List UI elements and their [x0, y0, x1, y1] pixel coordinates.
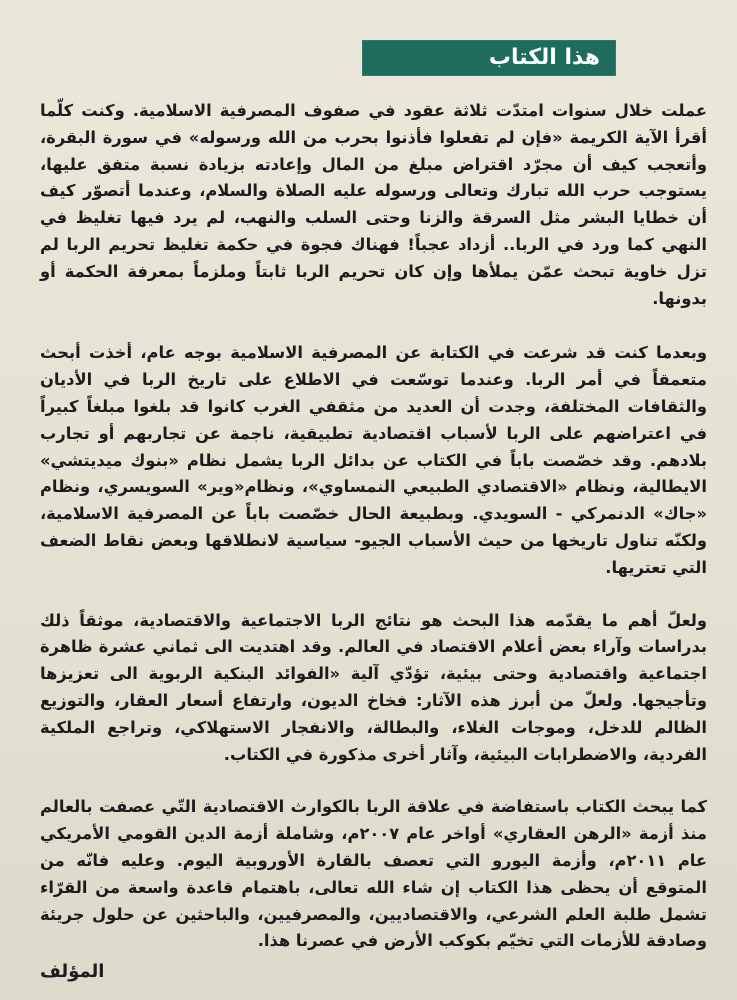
section-heading: هذا الكتاب	[488, 45, 600, 70]
paragraph-3: ولعلّ أهم ما يقدّمه هذا البحث هو نتائج الربا الاجتماعية والاقتصادية، موثقاً ذلك بدراسات وآراء بعض أعلام الاقتصاد في العالم. وقد اهتديت الى ثماني عشرة ظاهرة اجتماعية واقتصادية وحتى بيئية، تؤدّي آلية «الفوائد البنكية الربوية الى تعزيزها وتأجيجها. ولعلّ من أبرز هذه الآثار: فخاخ الديون، وارتفاع أسعار العقار، والتوزيع الظالم للدخل، وموجات الغلاء، والبطالة، والانفجار الاستهلاكي، وتراجع الملكية الفردية، والاضطرابات البيئية، وآثار أخرى مذكورة في الكتاب.	[40, 610, 707, 764]
author-signature: المؤلف	[40, 961, 105, 982]
paragraph-1: عملت خلال سنوات امتدّت ثلاثة عقود في صفوف المصرفية الاسلامية. وكنت كلّما أقرأ الآية الكريمة «فإن لم تفعلوا فأذنوا بحرب من الله ورسوله» في سورة البقرة، وأتعجب كيف أن مجرّد اقتراض مبلغ من المال وإعادته بزيادة نسبة متفق عليها، يستوجب حرب الله تبارك وتعالى ورسوله عليه الصلاة والسلام، وعندما أتصوّر كيف أن خطايا البشر مثل السرقة والزنا وحتى السلب والنهب، لم يرد فيها تغليظ في النهي كما ورد في الربا.. أزداد عجباً! فهناك فجوة في حكمة تغليظ تحريم الربا لم تزل خاوية تبحث عمّن يملأها وإن كان تحريم الربا ثابتاً وملزماً بمعرفة الحكمة أو بدونها.	[40, 101, 707, 308]
body-text	[40, 98, 707, 981]
section-heading-bar	[362, 40, 616, 76]
paragraph-2: وبعدما كنت قد شرعت في الكتابة عن المصرفية الاسلامية بوجه عام، أخذت أبحث متعمقاً في أمر الربا. وعندما توسّعت في الاطلاع على تاريخ الربا في الأديان والثقافات المختلفة، وجدت أن العديد من مثقفي الغرب كانوا قد بلغوا مبلغاً كبيراً في اعتراضهم على الربا لأسباب اقتصادية تطبيقية، ناجمة عن تجاربهم أو تجارب بلادهم. وقد خصّصت باباً في الكتاب عن بدائل الربا يشمل نظام «بنوك ميديتشي» الايطالية، ونظام «الاقتصادي الطبيعي النمساوي»، ونظام«وير» السويسري، ونظام «جاك» الدنمركي - السويدي. وبطبيعة الحال خصّصت باباً عن المصرفية الاسلامية، ولكنّه تناول تاريخها من حيث الأسباب الجيو- سياسية لانطلاقها وبعض نقاط الضعف التي تعتريها.	[40, 343, 707, 577]
paragraph-4: كما يبحث الكتاب باستفاضة في علاقة الربا بالكوارث الاقتصادية التّي عصفت بالعالم منذ أزمة «الرهن العقاري» أواخر عام ٢٠٠٧م، وشاملة أزمة الدين القومي الأمريكي عام ٢٠١١م، وأزمة اليورو التي تعصف بالقارة الأوروبية اليوم. وعليه فانّه من المتوقع أن يحظى هذا الكتاب إن شاء الله تعالى، باهتمام قاعدة واسعة من القرّاء تشمل طلبة العلم الشرعي، والاقتصاديين، والمصرفيين، والباحثين عن حلول جريئة وصادقة للأزمات التي تخيّم بكوكب الأرض في عصرنا هذا.	[40, 797, 708, 951]
